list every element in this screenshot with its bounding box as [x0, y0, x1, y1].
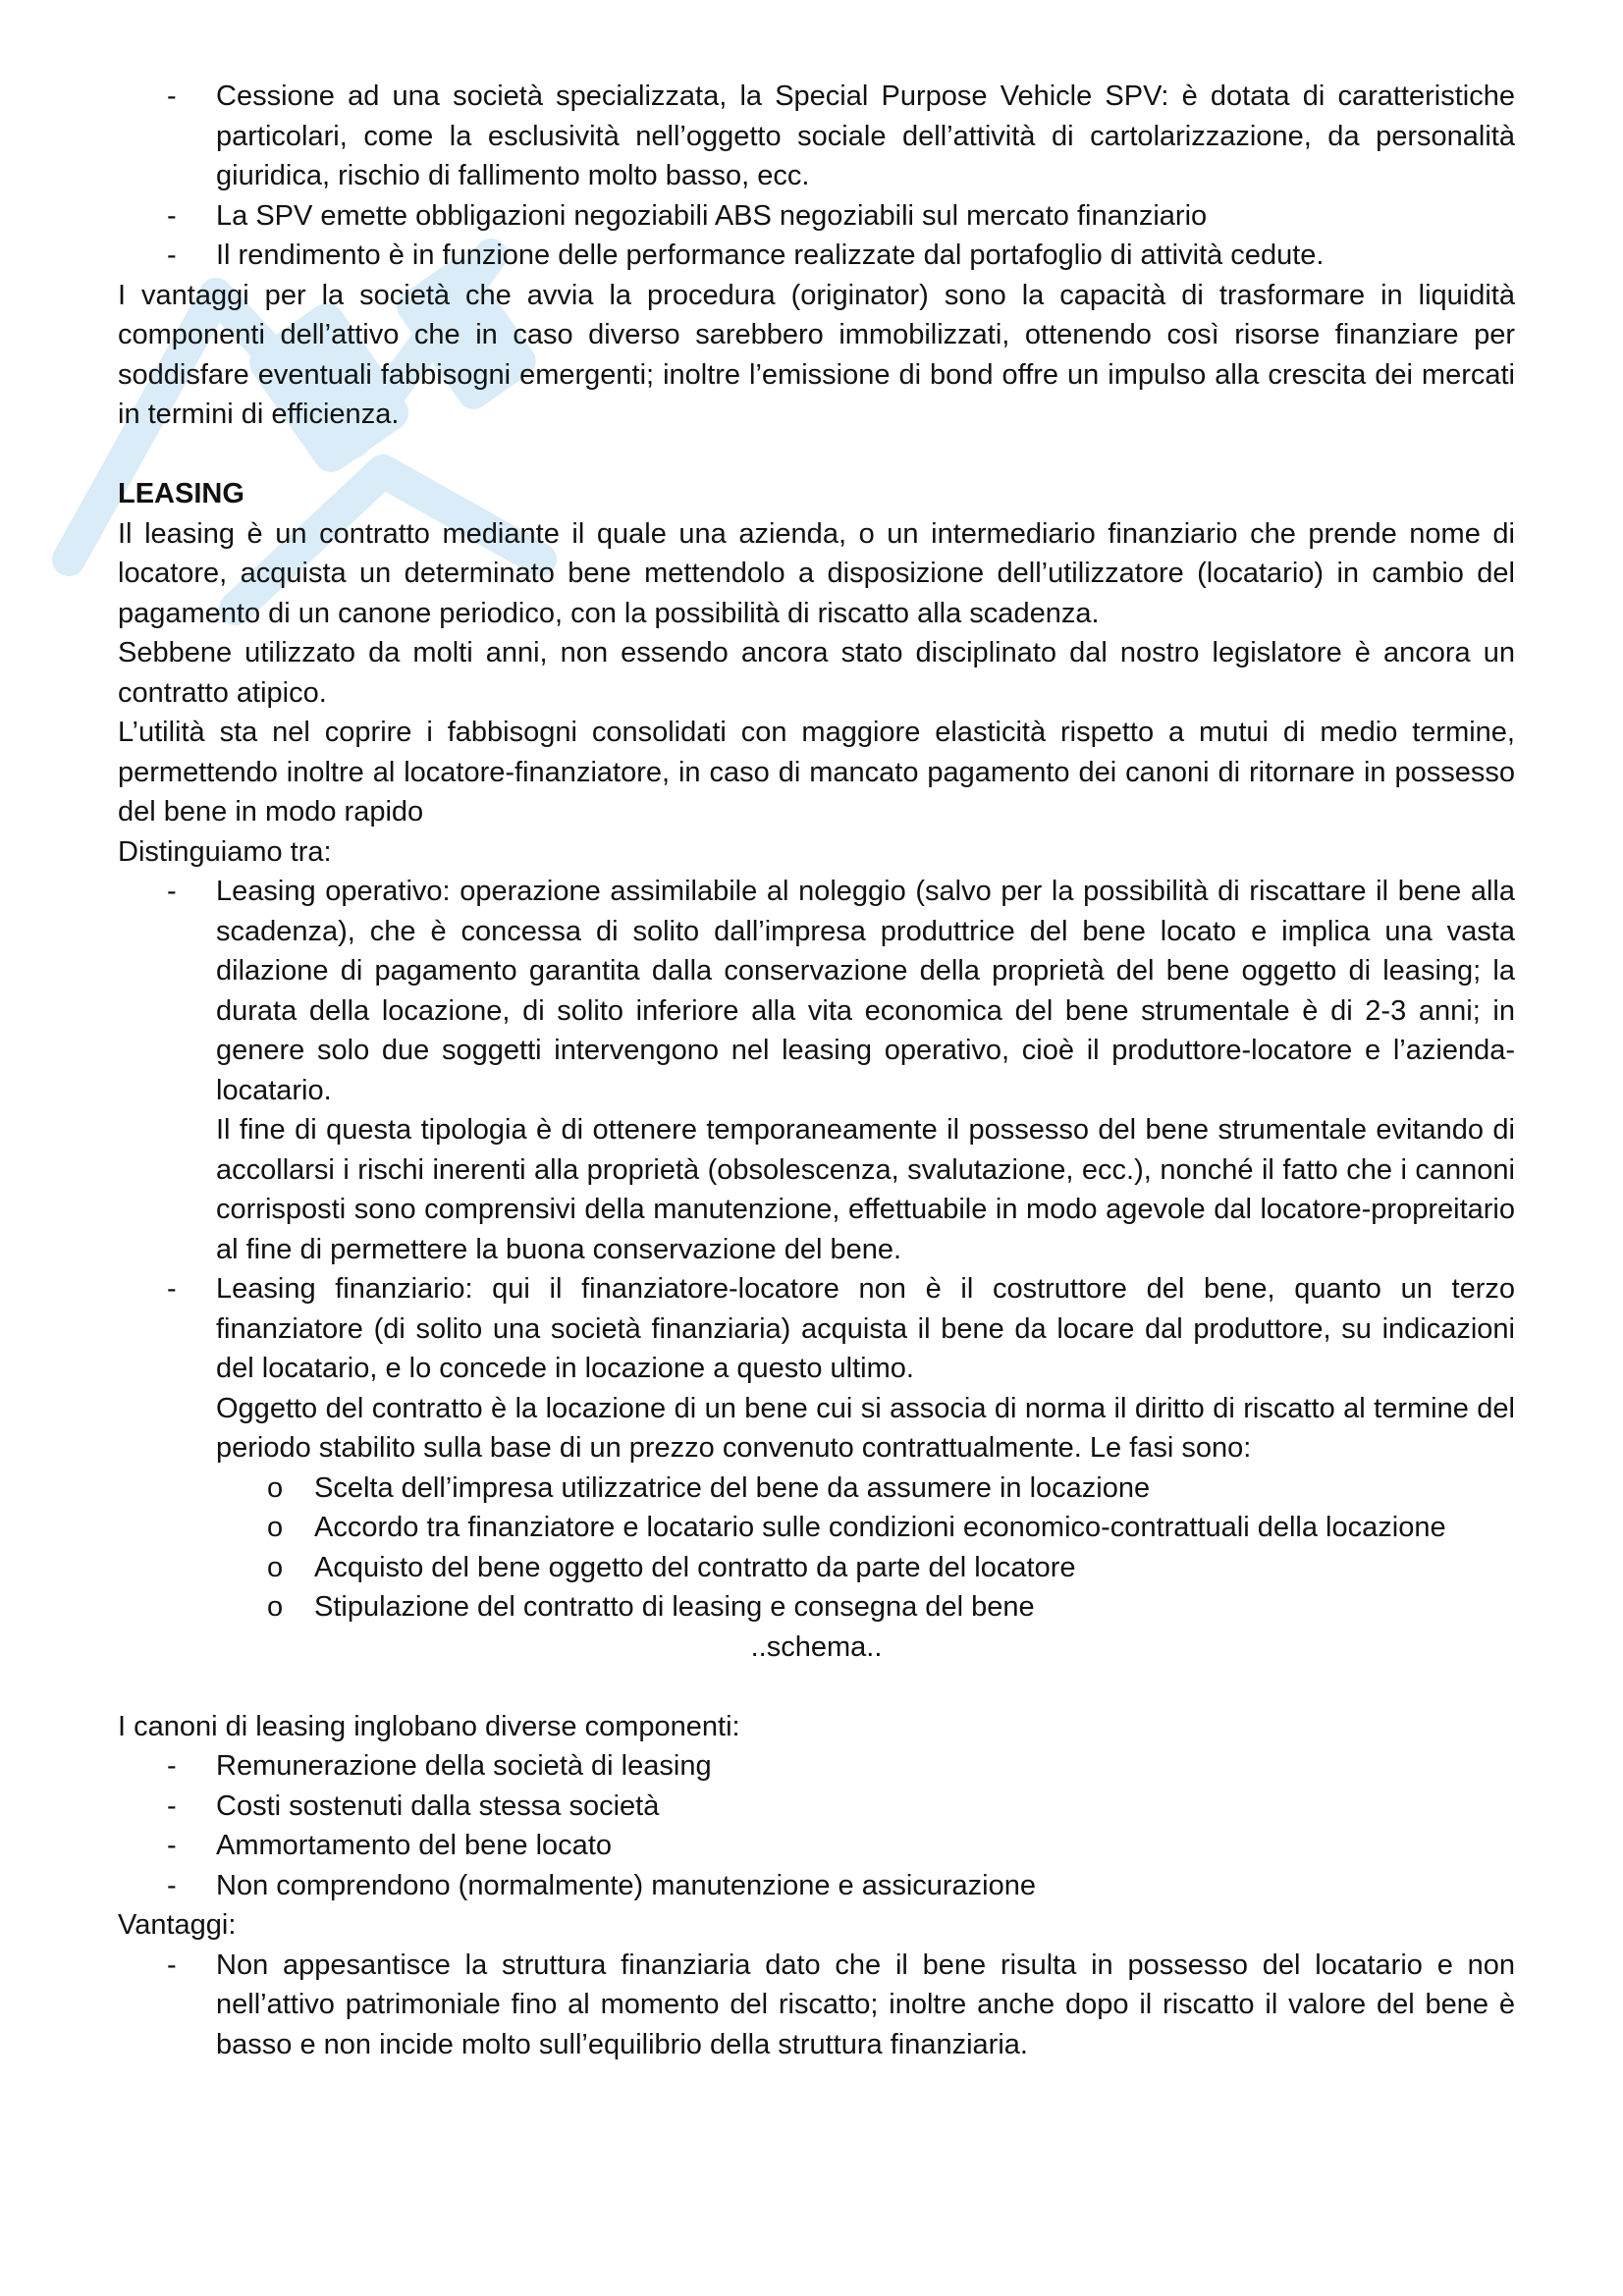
phase-text: Acquisto del bene oggetto del contratto da parte del locatore [314, 1551, 1076, 1583]
dash-bullet: - [167, 1949, 177, 1981]
phase-text: Stipulazione del contratto di leasing e consegna del bene [314, 1591, 1035, 1623]
phase-item [216, 1587, 1515, 1628]
list-item [118, 1946, 1515, 2065]
paragraph: Il leasing è un contratto mediante il quale una azienda, o un intermediario finanziario che prende nome di locatore, acquista un determinato bene mettendolo a disposizione dell’utilizzatore (locatario) in cambio del pagamento di un canone periodico, con la possibilità di riscatto alla scadenza. [118, 517, 1515, 629]
list-item-text: Il rendimento è in funzione delle performance realizzate dal portafoglio di attività cedute. [216, 240, 1325, 271]
phases-list [216, 1468, 1515, 1628]
distinguish-label: Distinguiamo tra: [118, 835, 332, 868]
phase-text: Scelta dell’impresa utilizzatrice del bene da assumere in locazione [314, 1471, 1151, 1504]
dash-bullet: - [167, 1273, 177, 1305]
paragraph: L’utilità sta nel coprire i fabbisogni consolidati con maggiore elasticità rispetto a mutui di medio termine, permettendo inoltre al locatore-finanziatore, in caso di mancato pagamento dei canoni di ritornare in possesso del bene in modo rapido [118, 717, 1515, 828]
circle-bullet: o [267, 1512, 284, 1543]
list-item-text: La SPV emette obbligazioni negoziabili ABS negoziabili sul mercato finanziario [216, 199, 1208, 232]
list-item-text: Non comprendono (normalmente) manutenzione e assicurazione [216, 1869, 1037, 1901]
dash-bullet: - [167, 1750, 177, 1782]
dash-bullet: - [167, 1789, 177, 1822]
dash-bullet: - [167, 1830, 177, 1861]
list-item [118, 1866, 1515, 1906]
list-item-text: Remunerazione della società di leasing [216, 1750, 712, 1782]
list-item-text: Leasing finanziario: qui il finanziatore-locatore non è il costruttore del bene, quanto un terzo finanziatore (di solito una società finanziaria) acquista il bene da locare dal produttore, su indicazioni del locatario, e lo concede in locazione a questo ultimo. [216, 1273, 1515, 1384]
dash-bullet: - [167, 199, 177, 232]
list-item-text: Leasing operativo: operazione assimilabile al noleggio (salvo per la possibilità di riscattare il bene alla scadenza), che è concessa di solito dall’impresa produttrice del bene locato e implica una vasta dilazione di pagamento garantita dalla conservazione della proprietà del bene oggetto di leasing; la durata della locazione, di solito inferiore alla vita economica del bene strumentale è di 2-3 anni; in genere solo due soggetti intervengono nel leasing operativo, cioè il produttore-locatore e l’azienda-locatario. [216, 876, 1515, 1106]
list-item [118, 77, 1515, 196]
dash-bullet: - [167, 876, 177, 907]
canoni-label: I canoni di leasing inglobano diverse componenti: [118, 1710, 740, 1742]
canoni-list [118, 1746, 1515, 1905]
vantaggi-label: Vantaggi: [118, 1909, 237, 1941]
list-item-leasing-operativo [118, 872, 1515, 1269]
list-item-continuation: Oggetto del contratto è la locazione di un bene cui si associa di norma il diritto di riscatto al termine del periodo stabilito sulla base di un prezzo convenuto contrattualmente. Le fasi sono: [216, 1392, 1515, 1464]
schema-placeholder: ..schema.. [750, 1630, 883, 1663]
list-item [118, 1746, 1515, 1787]
intro-bullet-list [118, 77, 1515, 276]
paragraph: Sebbene utilizzato da molti anni, non essendo ancora stato disciplinato dal nostro legislatore è ancora un contratto atipico. [118, 637, 1515, 709]
phase-item [216, 1508, 1515, 1548]
originator-paragraph: I vantaggi per la società che avvia la procedura (originator) sono la capacità di trasformare in liquidità componenti dell’attivo che in caso diverso sarebbero immobilizzati, ottenendo così risorse finanziare per soddisfare eventuali fabbisogni emergenti; inoltre l’emissione di bond offre un impulso alla crescita dei mercati in termini di efficienza. [118, 279, 1515, 430]
list-item [118, 196, 1515, 237]
circle-bullet: o [267, 1591, 284, 1623]
dash-bullet: - [167, 1869, 177, 1901]
list-item [118, 1787, 1515, 1827]
list-item-text: Cessione ad una società specializzata, la Special Purpose Vehicle SPV: è dotata di caratteristiche particolari, come la esclusività nell’oggetto sociale dell’attività di cartolarizzazione, da personalità giuridica, rischio di fallimento molto basso, ecc. [216, 80, 1515, 191]
dash-bullet: - [167, 80, 177, 112]
dash-bullet: - [167, 240, 177, 271]
list-item [118, 1826, 1515, 1866]
spacer [118, 435, 1515, 475]
leasing-types-list [118, 872, 1515, 1628]
circle-bullet: o [267, 1471, 284, 1504]
list-item-text: Non appesantisce la struttura finanziaria dato che il bene risulta in possesso del locatario e non nell’attivo patrimoniale fino al momento del riscatto; inoltre anche dopo il riscatto il valore del bene è basso e non incide molto sull’equilibrio della struttura finanziaria. [216, 1949, 1515, 2060]
spacer [118, 1667, 1515, 1707]
list-item-text: Ammortamento del bene locato [216, 1830, 612, 1861]
list-item-text: Costi sostenuti dalla stessa società [216, 1789, 660, 1822]
list-item-continuation: Il fine di questa tipologia è di ottenere temporaneamente il possesso del bene strumentale evitando di accollarsi i rischi inerenti alla proprietà (obsolescenza, svalutazione, ecc.), nonché il fatto che i cannoni corrisposti sono comprensivi della manutenzione, effettuabile in modo agevole dal locatore-propreitario al fine di permettere la buona conservazione del bene. [216, 1114, 1515, 1265]
vantaggi-list [118, 1946, 1515, 2065]
list-item [118, 236, 1515, 276]
phase-item [216, 1548, 1515, 1588]
phase-item [216, 1468, 1515, 1509]
phase-text: Accordo tra finanziatore e locatario sulle condizioni economico-contrattuali della locazione [314, 1512, 1446, 1543]
document-page [118, 77, 1515, 2064]
section-heading: LEASING [118, 478, 244, 509]
circle-bullet: o [267, 1551, 284, 1583]
list-item-leasing-finanziario [118, 1269, 1515, 1628]
